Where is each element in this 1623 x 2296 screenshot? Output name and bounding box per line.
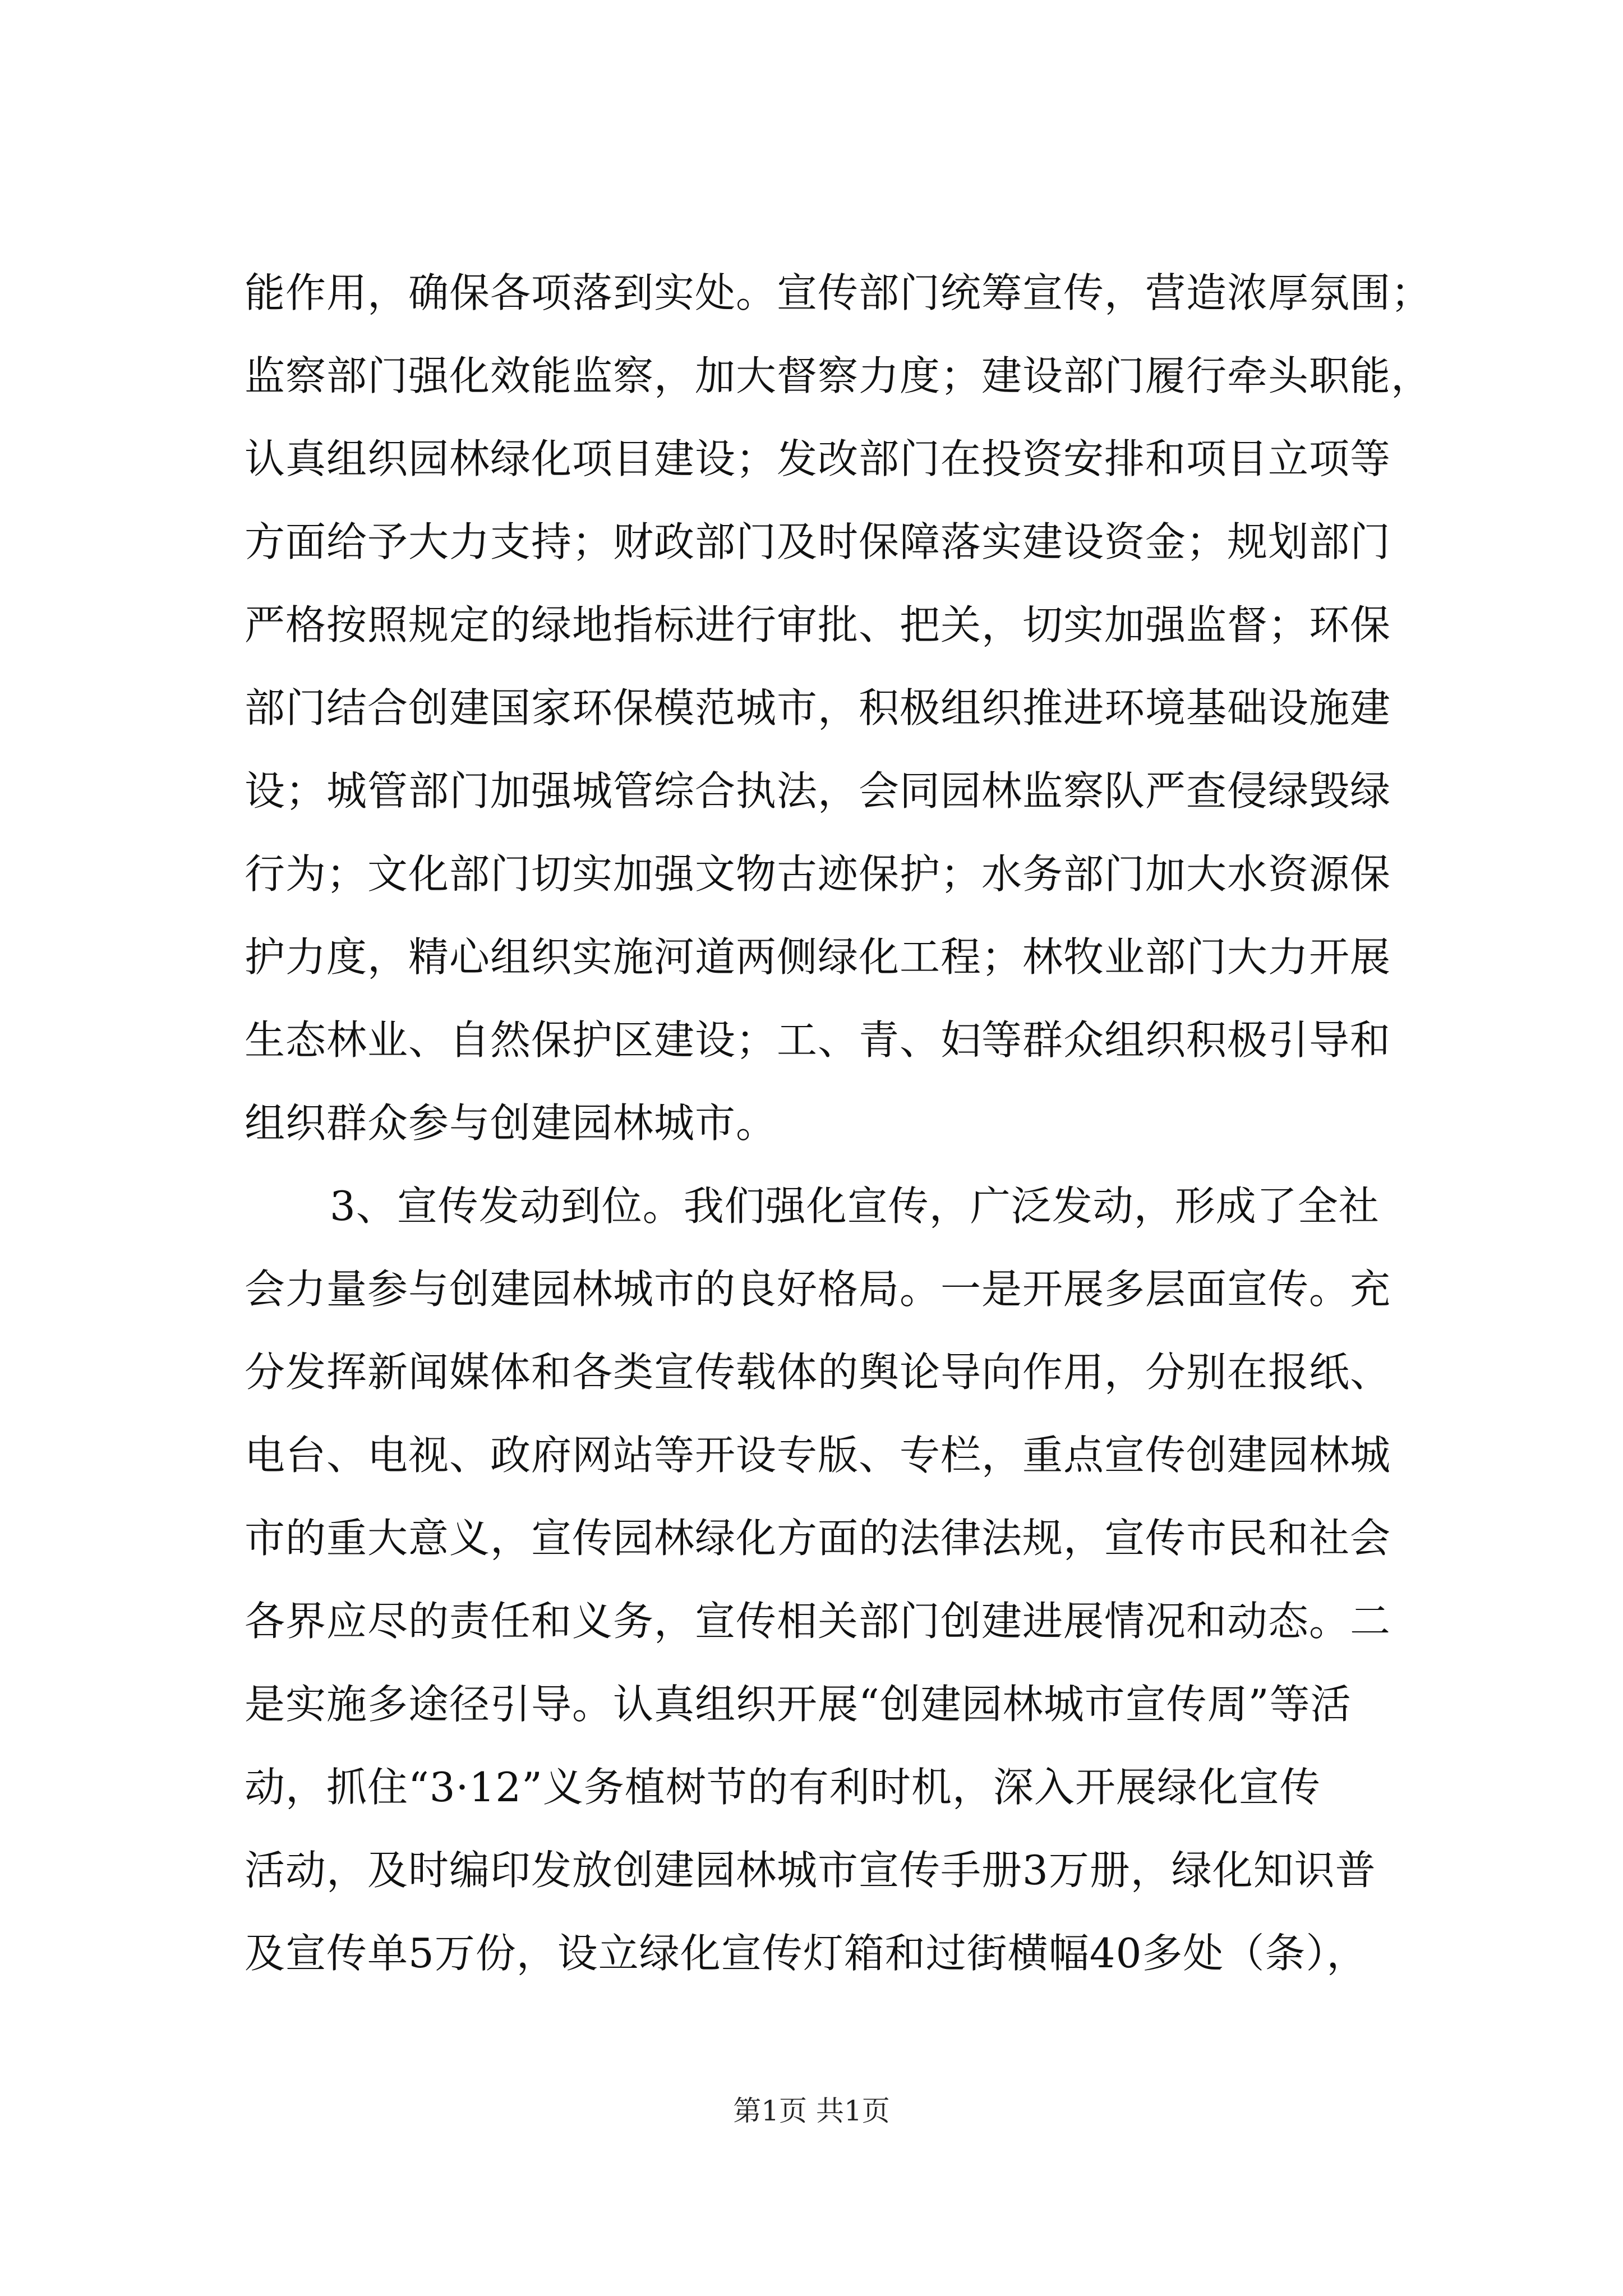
text-line: 是实施多途径引导。认真组织开展“创建园林城市宣传周”等活: [245, 1681, 1352, 1728]
text-line: 部门结合创建国家环保模范城市，积极组织推进环境基础设施建: [245, 684, 1391, 731]
text-line: 认真组织园林绿化项目建设；发改部门在投资安排和项目立项等: [245, 435, 1391, 482]
text-line: 方面给予大力支持；财政部门及时保障落实建设资金；规划部门: [245, 518, 1391, 565]
text-line: 严格按照规定的绿地指标进行审批、把关，切实加强监督；环保: [245, 601, 1391, 648]
text-line: 设；城管部门加强城管综合执法，会同园林监察队严查侵绿毁绿: [245, 767, 1391, 815]
text-line: 及宣传单5万份，设立绿化宣传灯箱和过街横幅40多处（条），: [245, 1930, 1368, 1977]
text-line: 生态林业、自然保护区建设；工、青、妇等群众组织积极引导和: [245, 1016, 1391, 1064]
text-line: 动，抓住“3·12”义务植树节的有利时机，深入开展绿化宣传: [245, 1764, 1321, 1811]
text-line: 活动，及时编印发放创建园林城市宣传手册3万册，绿化知识普: [245, 1847, 1376, 1894]
paragraph-start-line: 3、宣传发动到位。我们强化宣传，广泛发动，形成了全社: [330, 1182, 1380, 1230]
text-line: 监察部门强化效能监察，加大督察力度；建设部门履行牵头职能，: [245, 352, 1432, 399]
text-line: 各界应尽的责任和义务，宣传相关部门创建进展情况和动态。二: [245, 1598, 1391, 1645]
text-line: 电台、电视、政府网站等开设专版、专栏，重点宣传创建园林城: [245, 1432, 1391, 1479]
text-line: 会力量参与创建园林城市的良好格局。一是开展多层面宣传。充: [245, 1266, 1391, 1313]
page-footer: 第1页 共1页: [733, 2095, 890, 2127]
text-line: 护力度，精心组织实施河道两侧绿化工程；林牧业部门大力开展: [245, 933, 1391, 981]
text-line: 能作用，确保各项落到实处。宣传部门统筹宣传，营造浓厚氛围；: [245, 269, 1432, 316]
text-line: 行为；文化部门切实加强文物古迹保护；水务部门加大水资源保: [245, 850, 1391, 898]
text-line: 市的重大意义，宣传园林绿化方面的法律法规，宣传市民和社会: [245, 1515, 1391, 1562]
body-text: [245, 251, 1432, 1995]
text-line: 分发挥新闻媒体和各类宣传载体的舆论导向作用，分别在报纸、: [245, 1349, 1391, 1396]
text-line: 组织群众参与创建园林城市。: [245, 1099, 777, 1147]
